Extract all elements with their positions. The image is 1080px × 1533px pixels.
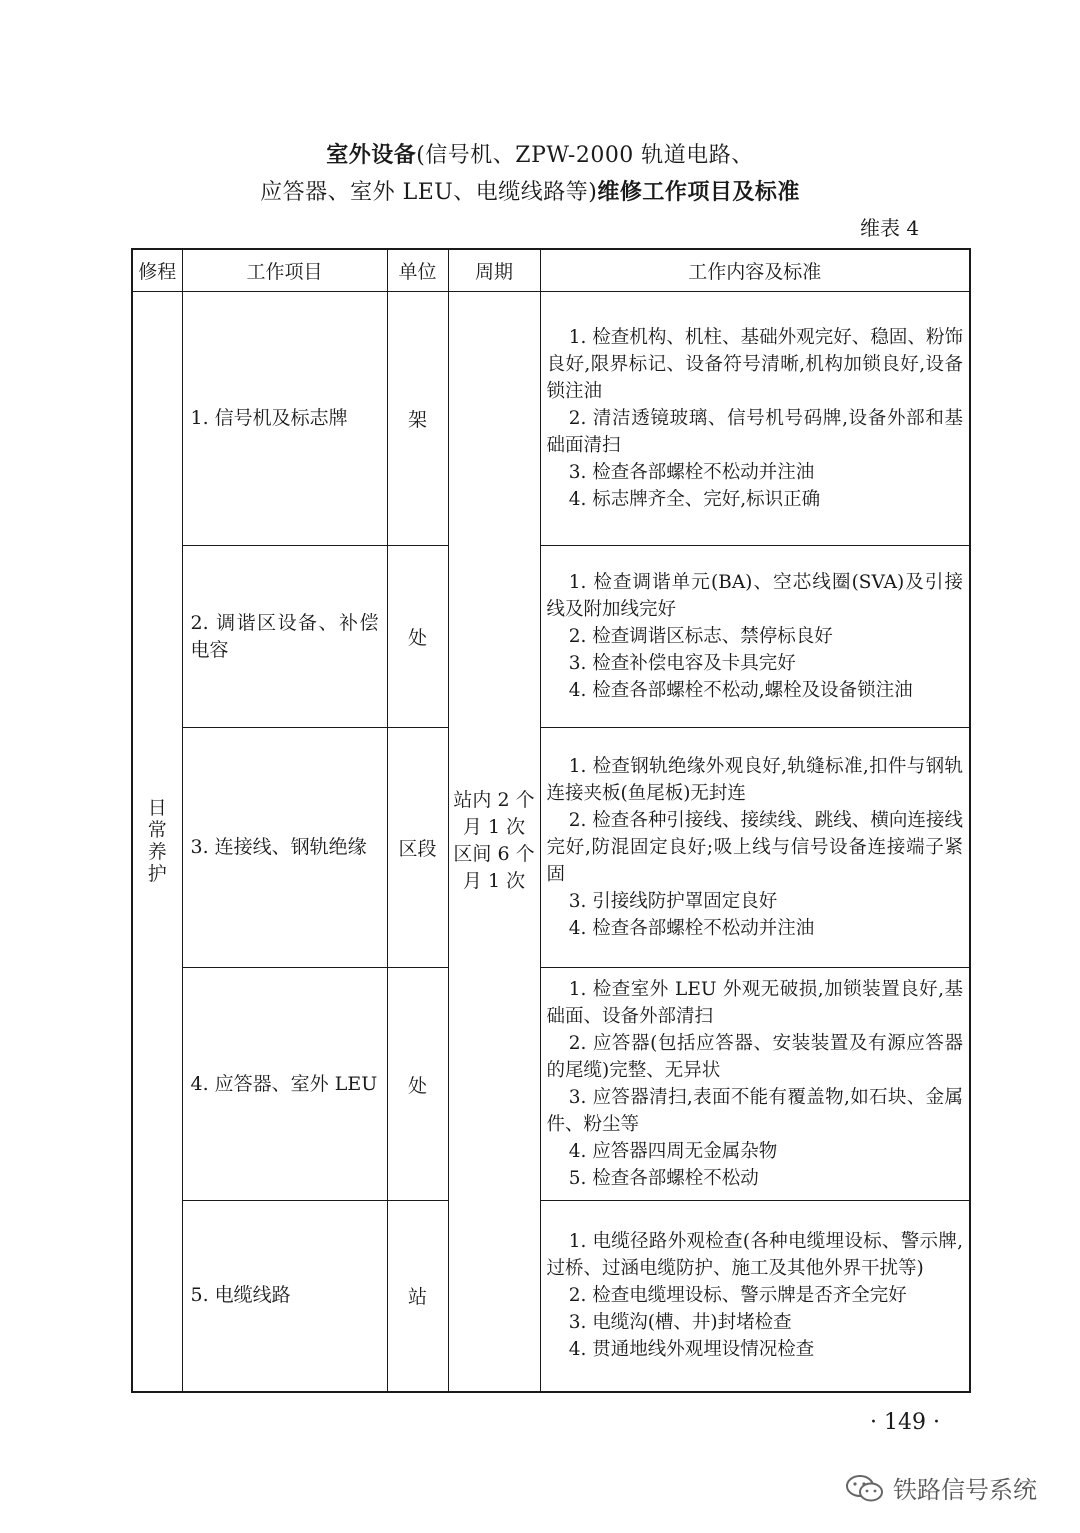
unit-cell: 站 bbox=[387, 1201, 448, 1392]
standard-line: 2. 检查各种引接线、接续线、跳线、横向连接线完好,防混固定良好;吸上线与信号设备连接端子紧固 bbox=[546, 810, 963, 885]
maintenance-table bbox=[131, 248, 971, 1393]
unit-cell: 处 bbox=[387, 968, 448, 1201]
unit-cell: 架 bbox=[387, 292, 448, 546]
table-row bbox=[132, 292, 970, 546]
item-cell: 3. 连接线、钢轨绝缘 bbox=[182, 728, 387, 968]
standard-line: 4. 标志牌齐全、完好,标识正确 bbox=[568, 489, 821, 510]
wechat-icon bbox=[845, 1473, 885, 1503]
title-rest-2: 应答器、室外 LEU、电缆线路等) bbox=[260, 180, 598, 205]
item-cell: 1. 信号机及标志牌 bbox=[182, 292, 387, 546]
standard-line: 4. 检查各部螺栓不松动并注油 bbox=[568, 918, 815, 939]
standard-line: 3. 引接线防护罩固定良好 bbox=[568, 891, 778, 912]
item-cell: 5. 电缆线路 bbox=[182, 1201, 387, 1392]
table-row bbox=[132, 1201, 970, 1392]
continued-label: 维表 4 bbox=[860, 216, 920, 240]
page-number: · 149 · bbox=[870, 1410, 940, 1435]
item-cell: 2. 调谐区设备、补偿电容 bbox=[182, 546, 387, 728]
header-unit: 单位 bbox=[387, 249, 448, 292]
standard-line: 2. 检查电缆埋设标、警示牌是否齐全完好 bbox=[568, 1285, 907, 1307]
standard-line: 2. 清洁透镜玻璃、信号机号码牌,设备外部和基础面清扫 bbox=[546, 408, 963, 456]
header-stage: 修程 bbox=[132, 249, 182, 292]
header-standard: 工作内容及标准 bbox=[540, 249, 970, 292]
standard-line: 3. 应答器清扫,表面不能有覆盖物,如石块、金属件、粉尘等 bbox=[546, 1087, 963, 1135]
table-row bbox=[132, 968, 970, 1201]
standard-line: 3. 电缆沟(槽、井)封堵检查 bbox=[568, 1312, 792, 1334]
standard-line: 4. 贯通地线外观埋设情况检查 bbox=[568, 1339, 815, 1361]
header-item: 工作项目 bbox=[182, 249, 387, 292]
standard-line: 1. 电缆径路外观检查(各种电缆埋设标、警示牌,过桥、过涵电缆防护、施工及其他外界干扰等) bbox=[546, 1231, 963, 1280]
standard-cell bbox=[540, 546, 970, 728]
unit-cell: 区段 bbox=[387, 728, 448, 968]
title-line-1 bbox=[0, 138, 1080, 169]
standard-line: 2. 应答器(包括应答器、安装装置及有源应答器的尾缆)完整、无异状 bbox=[546, 1033, 963, 1081]
unit-cell: 处 bbox=[387, 546, 448, 728]
cycle-cell bbox=[448, 292, 540, 1392]
table-row bbox=[132, 728, 970, 968]
standard-line: 3. 检查补偿电容及卡具完好 bbox=[568, 653, 796, 674]
title-bold-2: 维修工作项目及标准 bbox=[597, 179, 800, 205]
standard-cell bbox=[540, 728, 970, 968]
title-bold-1: 室外设备 bbox=[326, 142, 417, 168]
standard-line: 1. 检查机构、机柱、基础外观完好、稳固、粉饰良好,限界标记、设备符号清晰,机构加锁良好,设备锁注油 bbox=[546, 327, 963, 402]
standard-cell bbox=[540, 968, 970, 1201]
standard-line: 2. 检查调谐区标志、禁停标良好 bbox=[568, 626, 833, 647]
table-row bbox=[132, 546, 970, 728]
standard-line: 5. 检查各部螺栓不松动 bbox=[568, 1168, 759, 1189]
standard-cell bbox=[540, 1201, 970, 1392]
stage-text: 日常养护 bbox=[147, 797, 167, 886]
header-row bbox=[132, 249, 970, 292]
title-rest-1: (信号机、ZPW-2000 轨道电路、 bbox=[416, 143, 754, 168]
item-cell: 4. 应答器、室外 LEU bbox=[182, 968, 387, 1201]
standard-line: 3. 检查各部螺栓不松动并注油 bbox=[568, 462, 815, 483]
standard-line: 1. 检查调谐单元(BA)、空芯线圈(SVA)及引接线及附加线完好 bbox=[546, 572, 963, 620]
watermark bbox=[845, 1470, 1037, 1505]
standard-line: 4. 检查各部螺栓不松动,螺栓及设备锁注油 bbox=[568, 680, 913, 701]
cycle-text: 站内 2 个月 1 次 区间 6 个月 1 次 bbox=[453, 789, 535, 893]
header-cycle: 周期 bbox=[448, 249, 540, 292]
watermark-text: 铁路信号系统 bbox=[893, 1476, 1037, 1504]
stage-cell bbox=[132, 292, 182, 1392]
standard-cell bbox=[540, 292, 970, 546]
standard-line: 1. 检查室外 LEU 外观无破损,加锁装置良好,基础面、设备外部清扫 bbox=[546, 979, 963, 1027]
title-line-2 bbox=[0, 175, 1070, 206]
standard-line: 1. 检查钢轨绝缘外观良好,轨缝标准,扣件与钢轨连接夹板(鱼尾板)无封连 bbox=[546, 756, 963, 804]
standard-line: 4. 应答器四周无金属杂物 bbox=[568, 1141, 778, 1162]
